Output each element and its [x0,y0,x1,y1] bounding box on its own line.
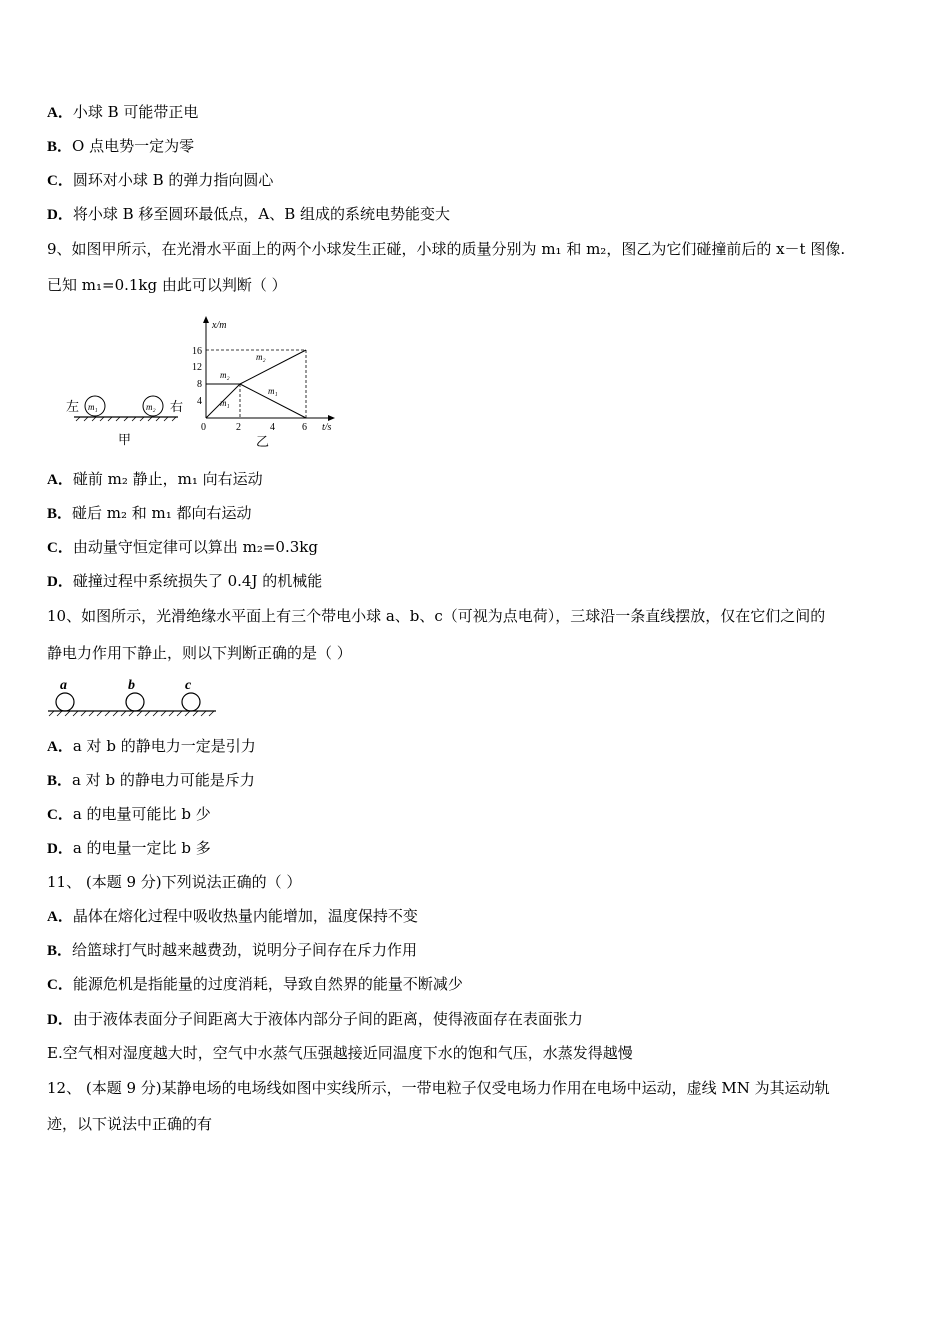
figure-jia [60,380,190,450]
y-tick-8: 8 [197,379,202,390]
q9-option-c: C．由动量守恒定律可以算出 m₂=0.3kg [47,538,318,556]
q11-option-d: D．由于液体表面分子间距离大于液体内部分子间的距离，使得液面存在表面张力 [47,1010,583,1028]
q8-option-d: D．将小球 B 移至圆环最低点，A、B 组成的系统电势能变大 [47,205,451,223]
q11-stem: 11、 (本题 9 分)下列说法正确的（ ） [47,873,302,891]
q9-stem-line1: 9、如图甲所示，在光滑水平面上的两个小球发生正碰，小球的质量分别为 m₁ 和 m₂，图乙为它们碰撞前后的 x－t 图像. [47,240,846,258]
q11-option-c: C．能源危机是指能量的过度消耗，导致自然界的能量不断减少 [47,975,463,993]
label-m1-before: m₁ [220,398,230,408]
label-m2-before: m₂ [220,370,230,380]
ball-a-label: a [60,678,67,693]
surface-hatching [49,711,214,716]
q12-stem-line2: 迹，以下说法中正确的有 [47,1115,213,1133]
ball-c-label: c [185,678,192,693]
y-axis-label: x/m [212,320,227,331]
line-m2-after [240,350,306,384]
q10-option-c: C．a 的电量可能比 b 少 [47,805,211,823]
q9-stem-line2: 已知 m₁=0.1kg 由此可以判断（ ） [47,276,287,294]
q8-option-a: A．小球 B 可能带正电 [47,103,199,121]
x-tick-6: 6 [302,422,307,433]
figure-three-balls [44,674,224,722]
q10-option-d: D．a 的电量一定比 b 多 [47,839,211,857]
q8-option-c: C．圆环对小球 B 的弹力指向圆心 [47,171,274,189]
x-tick-4: 4 [270,422,275,433]
y-tick-16: 16 [192,346,202,357]
y-tick-12: 12 [192,362,202,373]
q11-option-b: B．给篮球打气时越来越费劲，说明分子间存在斥力作用 [47,941,418,959]
ball-b [126,693,144,711]
q8-option-b: B．O 点电势一定为零 [47,137,195,155]
ball-m2-label: m₂ [146,402,156,412]
q10-stem-line1: 10、如图所示，光滑绝缘水平面上有三个带电小球 a、b、c（可视为点电荷），三球沿一条直线摆放，仅在它们之间的 [47,607,826,625]
fig-left-label: 左 [66,399,80,414]
x-axis-arrow [328,415,335,421]
q10-option-b: B．a 对 b 的静电力可能是斥力 [47,771,255,789]
fig-right-label: 右 [170,399,184,414]
q9-option-a: A．碰前 m₂ 静止，m₁ 向右运动 [47,470,263,488]
fig-yi-caption: 乙 [256,434,270,449]
q10-stem-line2: 静电力作用下静止，则以下判断正确的是（ ） [47,644,352,662]
q10-option-a: A．a 对 b 的静电力一定是引力 [47,737,256,755]
ball-b-label: b [128,678,135,693]
label-m1-after: m₁ [268,386,278,396]
ball-a [56,693,74,711]
label-m2-after: m₂ [256,352,266,362]
x-tick-0: 0 [201,422,206,433]
q11-option-a: A．晶体在熔化过程中吸收热量内能增加，温度保持不变 [47,907,418,925]
q9-option-d: D．碰撞过程中系统损失了 0.4J 的机械能 [47,572,323,590]
q9-option-b: B．碰后 m₂ 和 m₁ 都向右运动 [47,504,252,522]
ground-hatching [76,417,176,421]
figure-yi-xt-graph [190,308,350,450]
q12-stem-line1: 12、 (本题 9 分)某静电场的电场线如图中实线所示，一带电粒子仅受电场力作用在电场中运动，虚线 MN 为其运动轨 [47,1079,830,1097]
y-tick-4: 4 [197,396,202,407]
x-tick-2: 2 [236,422,241,433]
fig-jia-caption: 甲 [118,432,132,447]
y-axis-arrow [203,316,209,323]
q11-option-e: E.空气相对湿度越大时，空气中水蒸气压强越接近同温度下水的饱和气压，水蒸发得越慢 [47,1044,633,1062]
ball-m1-label: m₁ [88,402,98,412]
x-axis-label: t/s [322,422,332,433]
ball-c [182,693,200,711]
